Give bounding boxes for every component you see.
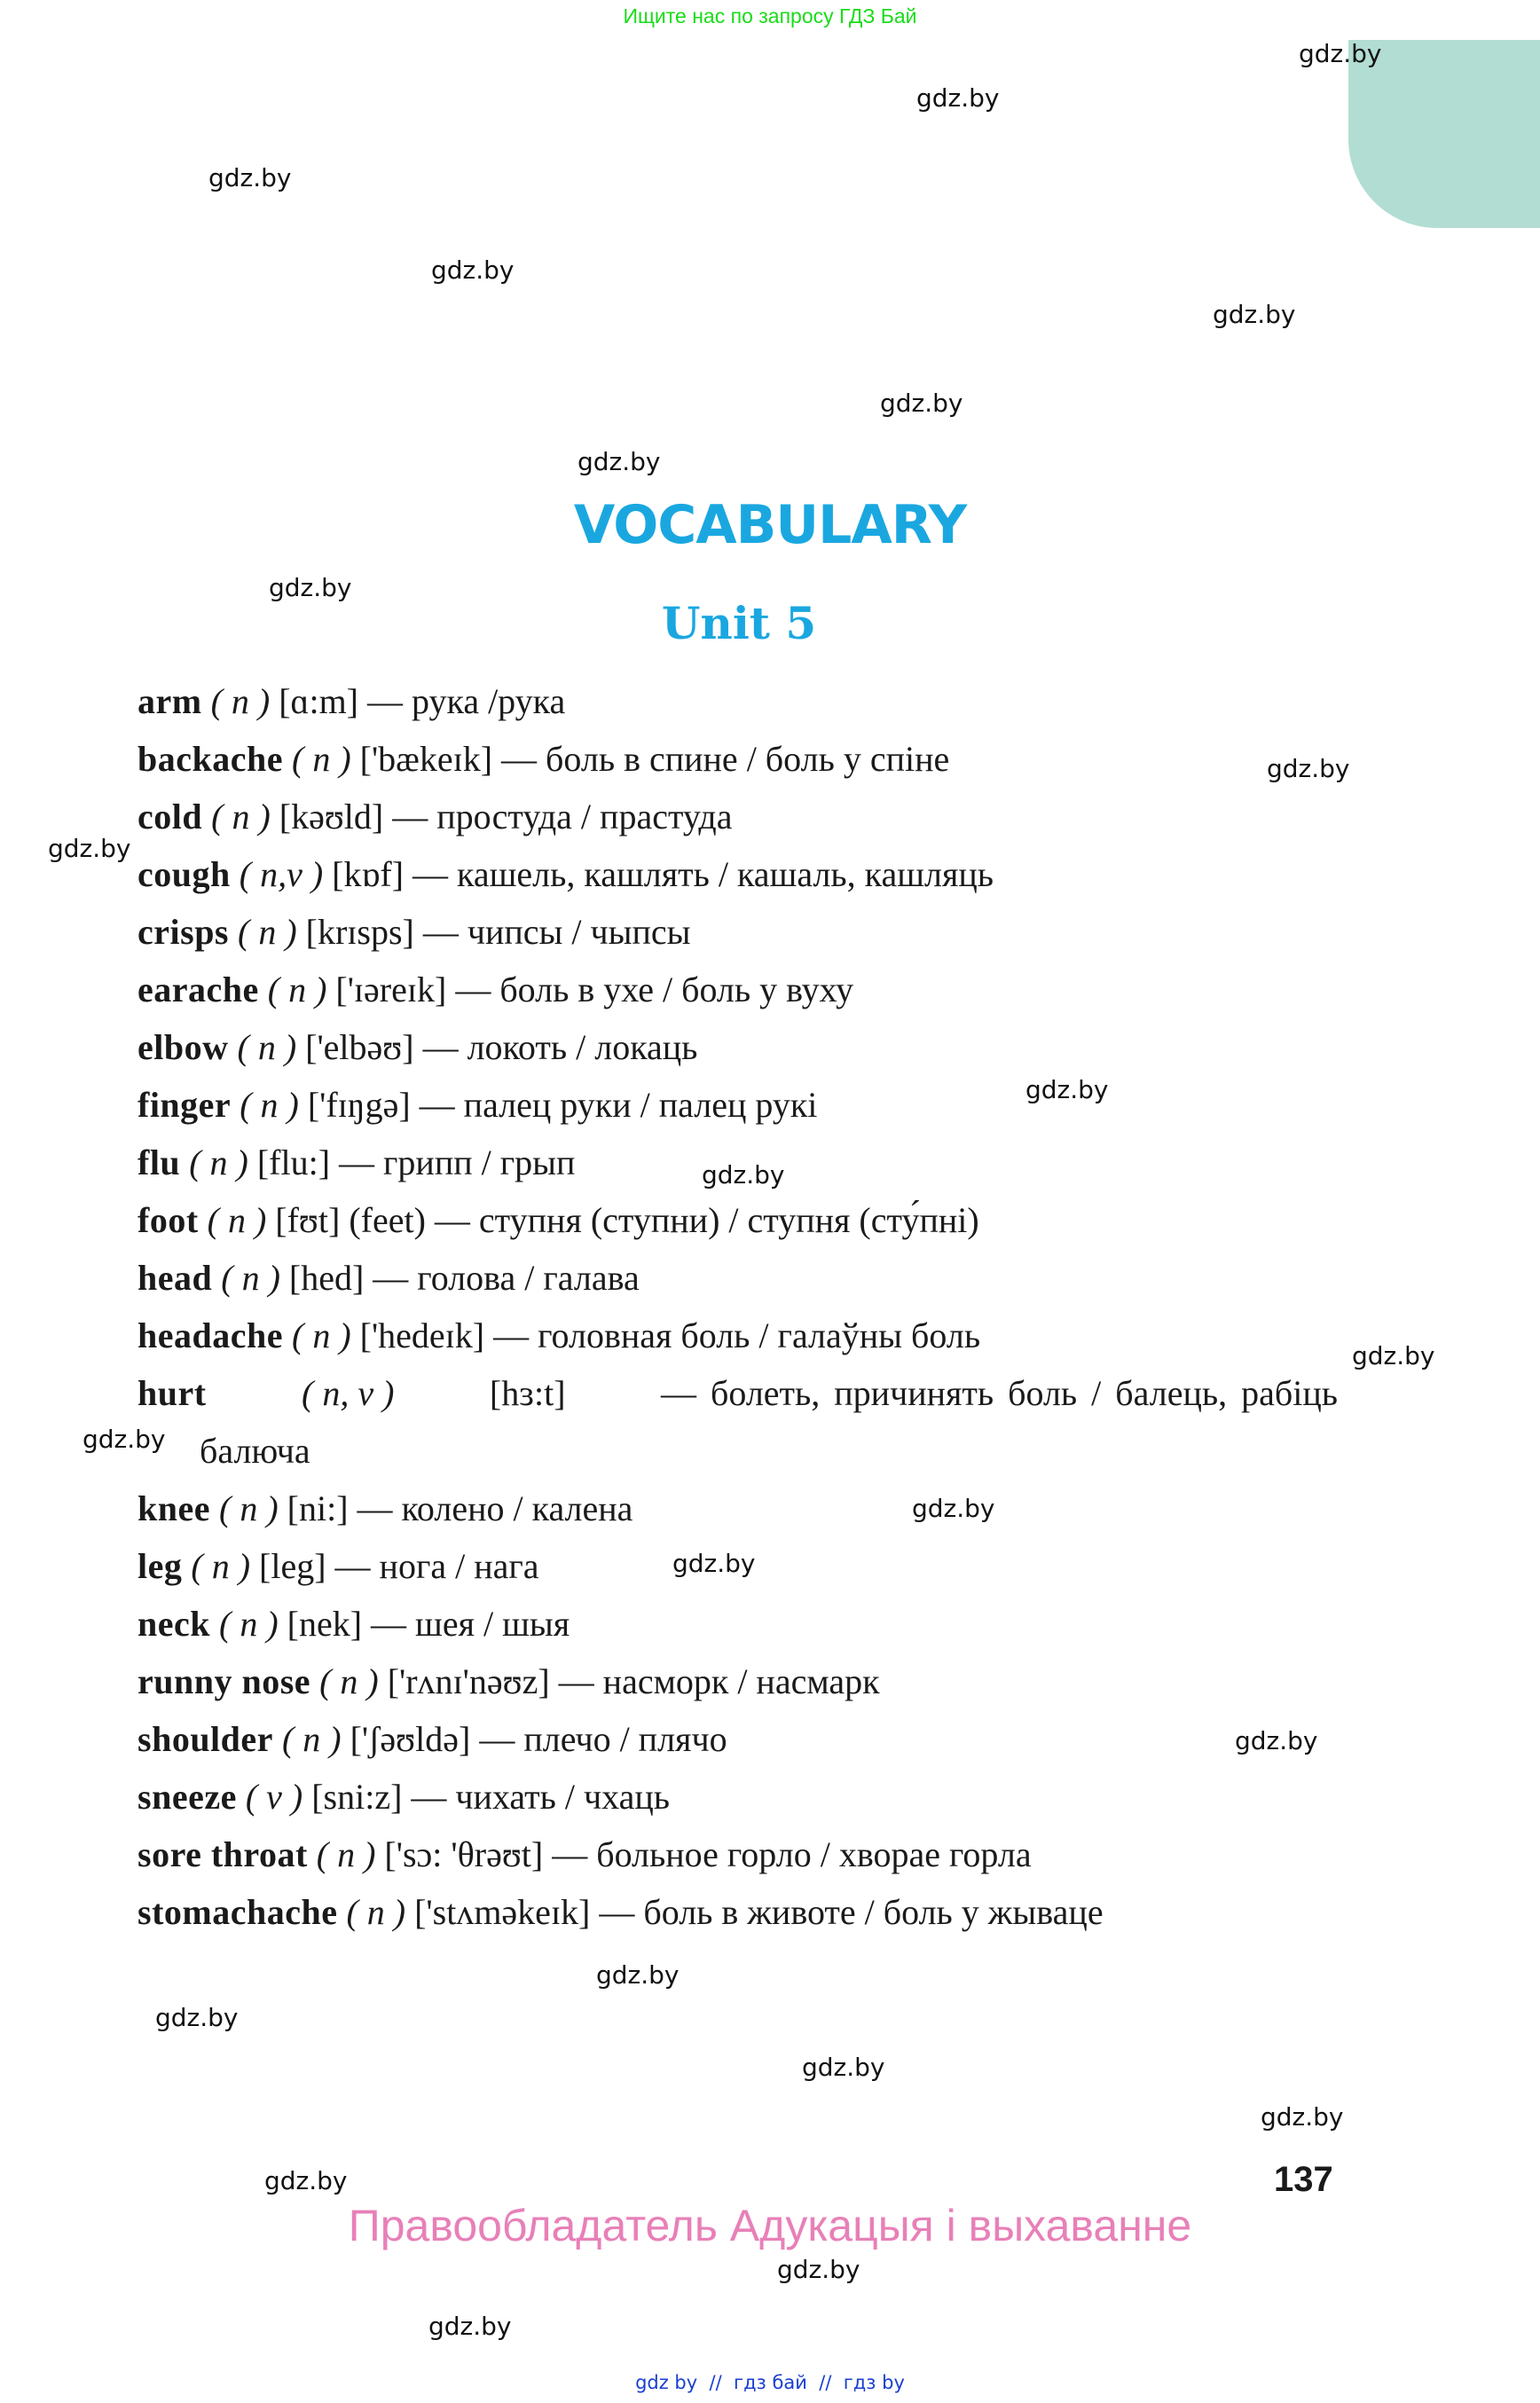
vocabulary-entry [138,1831,1344,1889]
part-of-speech: ( n ) [189,1143,248,1182]
translation: — кашель, кашлять / кашаль, кашляць [412,854,994,894]
translation: — ступня (ступни) / ступня (сту́пні) [434,1200,979,1240]
vocabulary-entry [138,793,1344,851]
transcription: [ɑ:m] [279,681,359,721]
transcription: [nek] [287,1604,363,1644]
transcription: ['stʌməkeɪk] [414,1892,591,1932]
part-of-speech: ( n ) [346,1892,406,1932]
transcription: ['ʃəʊldə] [350,1719,471,1759]
translation: — насморк / насмарк [558,1661,880,1701]
watermark: gdz.by [269,573,352,602]
part-of-speech: ( n ) [319,1661,379,1701]
watermark: gdz.by [672,1549,756,1578]
vocab-word: head [138,1258,213,1298]
vocabulary-entry [138,908,1344,966]
translation: — грипп / грып [339,1143,576,1182]
vocabulary-entry [138,966,1344,1024]
transcription: ['hedeɪk] [359,1315,485,1355]
vocabulary-entry [138,1485,1344,1543]
translation: — палец руки / палец рукі [419,1085,818,1125]
watermark: gdz.by [702,1160,785,1190]
copyright-notice: Правообладатель Адукацыя і выхаванне [348,2201,1192,2250]
transcription: [hɜ:t] [489,1373,566,1413]
watermark: gdz.by [578,447,661,476]
transcription: [kəʊld] [279,797,384,836]
transcription: [hed] [288,1258,365,1298]
vocabulary-entry [138,1773,1344,1831]
transcription: ['fɪŋgə] [307,1085,411,1125]
part-of-speech: ( n ) [292,1315,351,1355]
unit-subtitle: Unit 5 [661,597,817,649]
translation: — боль в спине / боль у спіне [501,739,950,779]
part-of-speech: ( n ) [267,970,327,1009]
watermark: gdz.by [1267,754,1350,783]
watermark: gdz.by [1299,39,1382,68]
vocab-word: finger [138,1085,232,1125]
watermark: gdz.by [916,83,1000,113]
vocab-word: cold [138,797,203,836]
vocab-word: arm [138,681,202,721]
part-of-speech: ( n ) [219,1604,279,1644]
transcription: [fʊt] [275,1200,341,1240]
transcription: [kɒf] [332,854,405,894]
translation: — плечо / плячо [479,1719,727,1759]
transcription: [flu:] [256,1143,331,1182]
vocabulary-entry [138,1716,1344,1773]
vocabulary-entry [138,1889,1344,1946]
translation: — простуда / прастуда [392,797,733,836]
transcription: ['ɪəreɪk] [335,970,447,1009]
vocabulary-entry [138,1600,1344,1658]
translation: — чихать / чхаць [411,1777,670,1817]
vocab-word: stomachache [138,1892,338,1932]
vocab-word: neck [138,1604,210,1644]
vocab-word: hurt [138,1373,207,1413]
watermark: gdz.by [1352,1341,1435,1370]
part-of-speech: ( n ) [316,1834,376,1874]
vocab-word: headache [138,1315,283,1355]
vocabulary-entry [138,1024,1344,1081]
translation: — колено / калена [357,1488,633,1528]
translation: — больное горло / хворае горла [552,1834,1032,1874]
watermark: gdz.by [777,2255,860,2284]
part-of-speech: ( n ) [207,1200,267,1240]
page-number: 137 [1274,2160,1333,2199]
vocab-word: foot [138,1200,199,1240]
watermark: gdz.by [48,834,131,863]
vocab-word: knee [138,1488,210,1528]
part-of-speech: ( n ) [221,1258,280,1298]
vocabulary-entry [138,678,1344,735]
part-of-speech: ( n ) [211,797,271,836]
transcription: ['sɔ: 'θrəʊt] [384,1834,544,1874]
translation: — болеть, причинять боль / балець, рабіць [661,1373,1338,1413]
watermark: gdz.by [208,163,292,192]
translation: — чипсы / чыпсы [422,912,691,952]
vocab-word: backache [138,739,283,779]
transcription: ['bækeɪk] [359,739,493,779]
top-banner: Ищите нас по запросу ГДЗ Бай [623,4,917,27]
vocabulary-entry [138,851,1344,908]
page-title: VOCABULARY [573,494,967,556]
watermark: gdz.by [155,2003,239,2032]
part-of-speech: ( n, v ) [302,1373,395,1413]
watermark: gdz.by [1235,1726,1318,1755]
plural-form: (feet) [349,1200,426,1240]
vocab-word: cough [138,854,231,894]
vocab-word: shoulder [138,1719,273,1759]
vocabulary-entry [138,1370,1338,1427]
watermark: gdz.by [82,1425,166,1454]
vocab-word: runny nose [138,1661,311,1701]
translation: — шея / шыя [371,1604,570,1644]
translation: — головная боль / галаўны боль [493,1315,981,1355]
vocabulary-entry [138,1197,1344,1254]
vocab-word: sore throat [138,1834,308,1874]
transcription: [leg] [259,1546,326,1586]
bottom-banner: gdz by // гдз бай // гдз by [635,2372,905,2393]
watermark: gdz.by [1261,2102,1344,2132]
watermark: gdz.by [431,255,515,285]
translation: — боль в ухе / боль у вуху [455,970,854,1009]
vocab-word: leg [138,1546,183,1586]
transcription: ['rʌnɪ'nəʊz] [387,1661,550,1701]
translation: — нога / нага [334,1546,539,1586]
vocab-word: crisps [138,912,229,952]
part-of-speech: ( n ) [281,1719,342,1759]
translation: — боль в животе / боль у жываце [599,1892,1104,1932]
watermark: gdz.by [596,1960,680,1990]
part-of-speech: ( n ) [219,1488,279,1528]
vocabulary-list [138,678,1344,1946]
part-of-speech: ( n ) [292,739,351,779]
vocabulary-entry [138,1658,1344,1716]
part-of-speech: ( v ) [245,1777,303,1817]
part-of-speech: ( n ) [191,1546,251,1586]
watermark: gdz.by [912,1494,995,1523]
translation: — локоть / локаць [422,1027,698,1067]
vocab-word: elbow [138,1027,229,1067]
watermark: gdz.by [1213,300,1296,329]
transcription: [krɪsps] [305,912,414,952]
vocabulary-entry [138,1254,1344,1312]
vocab-word: earache [138,970,259,1009]
watermark: gdz.by [428,2312,512,2341]
vocabulary-entry [138,1081,1344,1139]
watermark: gdz.by [880,389,963,418]
watermark: gdz.by [1025,1075,1109,1104]
part-of-speech: ( n ) [238,912,297,952]
transcription: [sni:z] [311,1777,403,1817]
translation: — голова / галава [373,1258,640,1298]
part-of-speech: ( n ) [237,1027,297,1067]
vocabulary-entry [138,1312,1344,1370]
vocabulary-entry-continuation: балюча [200,1431,310,1471]
vocabulary-entry [138,735,1344,793]
transcription: [ni:] [287,1488,349,1528]
transcription: ['elbəʊ] [305,1027,414,1067]
part-of-speech: ( n ) [240,1085,299,1125]
vocab-word: sneeze [138,1777,237,1817]
vocab-word: flu [138,1143,181,1182]
part-of-speech: ( n,v ) [239,854,324,894]
part-of-speech: ( n ) [210,681,271,721]
watermark: gdz.by [264,2166,348,2195]
watermark: gdz.by [802,2053,885,2082]
translation: — рука /рука [367,681,566,721]
